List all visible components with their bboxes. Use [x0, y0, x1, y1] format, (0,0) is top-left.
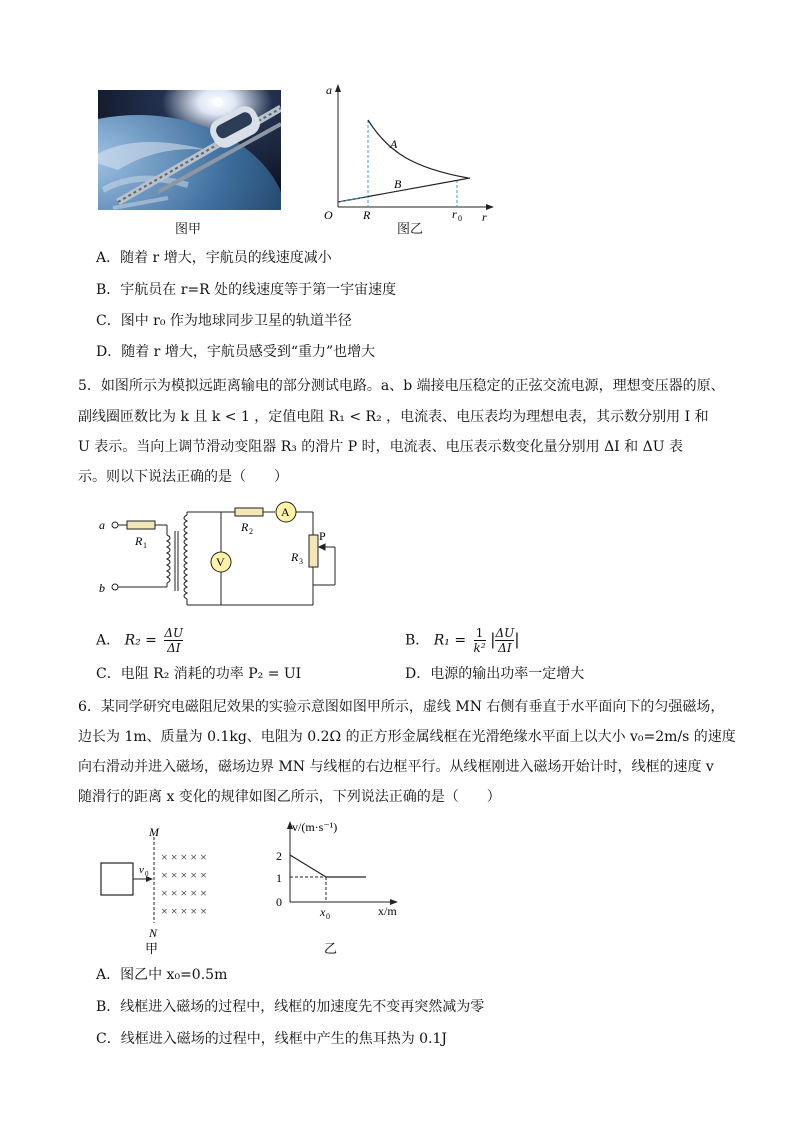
q6-option-c: C．线框进入磁场的过程中，线框中产生的焦耳热为 0.1J [96, 1031, 448, 1047]
q6-stem-line1: 6．某同学研究电磁阻尼效果的实验示意图如图甲所示，虚线 MN 右侧有垂直于水平面向下的匀强磁场， [78, 699, 725, 715]
photo-caption: 图甲 [175, 222, 202, 237]
metal-frame [101, 863, 133, 895]
secondary-coil [184, 515, 187, 599]
terminal-b-label: b [99, 581, 105, 595]
figure-yi-caption: 乙 [324, 941, 338, 956]
rheostat-r3 [309, 535, 318, 567]
graph-x-label: r [482, 210, 487, 222]
graph-tick-r0-sub: 0 [458, 214, 462, 222]
svg-text:× × × × ×: × × × × × [161, 868, 207, 882]
q5-option-a: A． R₂ = $\frac{\Delta U}{\Delta I}$ [96, 626, 184, 655]
q5-stem-line1: 5．如图所示为模拟远距离输电的部分测试电路。a、b 端接电压稳定的正弦交流电源，理想变压器的原、 [78, 378, 725, 394]
q5-option-b: B． R₁ = $\frac{1}{\text{k²}}$ | $\frac{\Delta U}{\Delta I}$ | [405, 626, 520, 655]
space-station-photo [98, 90, 281, 210]
svg-text:× × × × ×: × × × × × [161, 886, 207, 900]
label-m: M [149, 825, 159, 839]
r2-sub: 2 [249, 527, 253, 536]
graph-caption: 图乙 [397, 222, 424, 237]
r3-label: R [291, 550, 299, 564]
ammeter-label: A [281, 505, 290, 519]
r1-sub: 1 [143, 541, 147, 550]
velocity-decrease-segment [290, 855, 326, 877]
yi-tick-2: 2 [276, 849, 282, 863]
q6-option-b: B．线框进入磁场的过程中，线框的加速度先不变再突然减为零 [96, 999, 485, 1015]
magnetic-field-crosses [161, 850, 207, 918]
label-n: N [149, 926, 158, 940]
graph-y-label: a [326, 83, 332, 97]
earth-space-elevator-image [98, 90, 281, 210]
curve-a [368, 120, 468, 178]
resistor-r2 [235, 508, 263, 516]
q5-circuit-diagram [95, 495, 365, 610]
resistor-r1 [127, 521, 155, 529]
yi-tick-x0: x [320, 905, 326, 919]
graph-origin-label: O [324, 208, 333, 222]
q5-stem-line2: 副线圈匝数比为 k 且 k < 1 ，定值电阻 R₁ < R₂ ，电流表、电压表均为理想电表，其示数分别用 I 和 [78, 409, 709, 425]
yi-tick-0: 0 [276, 895, 282, 909]
label-v0-sub: 0 [145, 870, 149, 878]
yi-x-label: x/m [378, 904, 397, 918]
q6-figure-jia [95, 825, 255, 955]
q4-option-d: D．随着 r 增大，宇航员感受到“重力”也增大 [96, 344, 376, 360]
curve-b-label: B [394, 177, 402, 191]
q5-stem-line4: 示。则以下说法正确的是（ ） [78, 469, 288, 485]
svg-text:× × × × ×: × × × × × [161, 850, 207, 864]
graph-tick-R: R [363, 208, 371, 222]
primary-coil [167, 535, 170, 583]
r1-label: R [135, 534, 143, 548]
q4-option-b: B．宇航员在 r=R 处的线速度等于第一宇宙速度 [96, 282, 397, 298]
q5-stem-line3: U 表示。当向上调节滑动变阻器 R₃ 的滑片 P 时，电流表、电压表示数变化量分别用 ΔI 和 ΔU 表 [78, 439, 683, 455]
q4-option-c: C．图中 r₀ 作为地球同步卫星的轨道半径 [96, 313, 352, 329]
q5-option-d: D．电源的输出功率一定增大 [405, 666, 585, 682]
figure-jia-caption: 甲 [145, 941, 159, 955]
curve-a-label: A [390, 137, 398, 151]
q6-figure-yi-velocity-graph [268, 815, 408, 960]
terminal-a-label: a [99, 518, 105, 532]
yi-tick-x0-sub: 0 [326, 912, 330, 921]
q6-option-a: A．图乙中 x₀=0.5m [96, 967, 228, 983]
graph-tick-r0: r [452, 207, 457, 221]
yi-tick-1: 1 [276, 871, 282, 885]
yi-y-label: v/(m·s⁻¹) [292, 820, 338, 834]
svg-text:× × × × ×: × × × × × [161, 904, 207, 918]
q6-stem-line2: 边长为 1m、质量为 0.1kg、电阻为 0.2Ω 的正方形金属线框在光滑绝缘水平面上以大小 v₀=2m/s 的速度 [78, 729, 736, 745]
voltmeter-label: V [216, 555, 225, 569]
label-v0: v [139, 864, 144, 876]
q5-option-c: C．电阻 R₂ 消耗的功率 P₂ = UI [96, 666, 302, 682]
r2-label: R [241, 520, 249, 534]
q4-option-a: A．随着 r 增大，宇航员的线速度减小 [96, 250, 332, 266]
r3-sub: 3 [299, 557, 303, 566]
slider-p-label: P [319, 529, 326, 543]
q6-stem-line4: 随滑行的距离 x 变化的规律如图乙所示，下列说法正确的是（ ） [78, 789, 501, 805]
acceleration-radius-graph [318, 82, 498, 222]
q6-stem-line3: 向右滑动并进入磁场，磁场边界 MN 与线框的右边框平行。从线框刚进入磁场开始计时，线框的速度 v [78, 759, 714, 775]
